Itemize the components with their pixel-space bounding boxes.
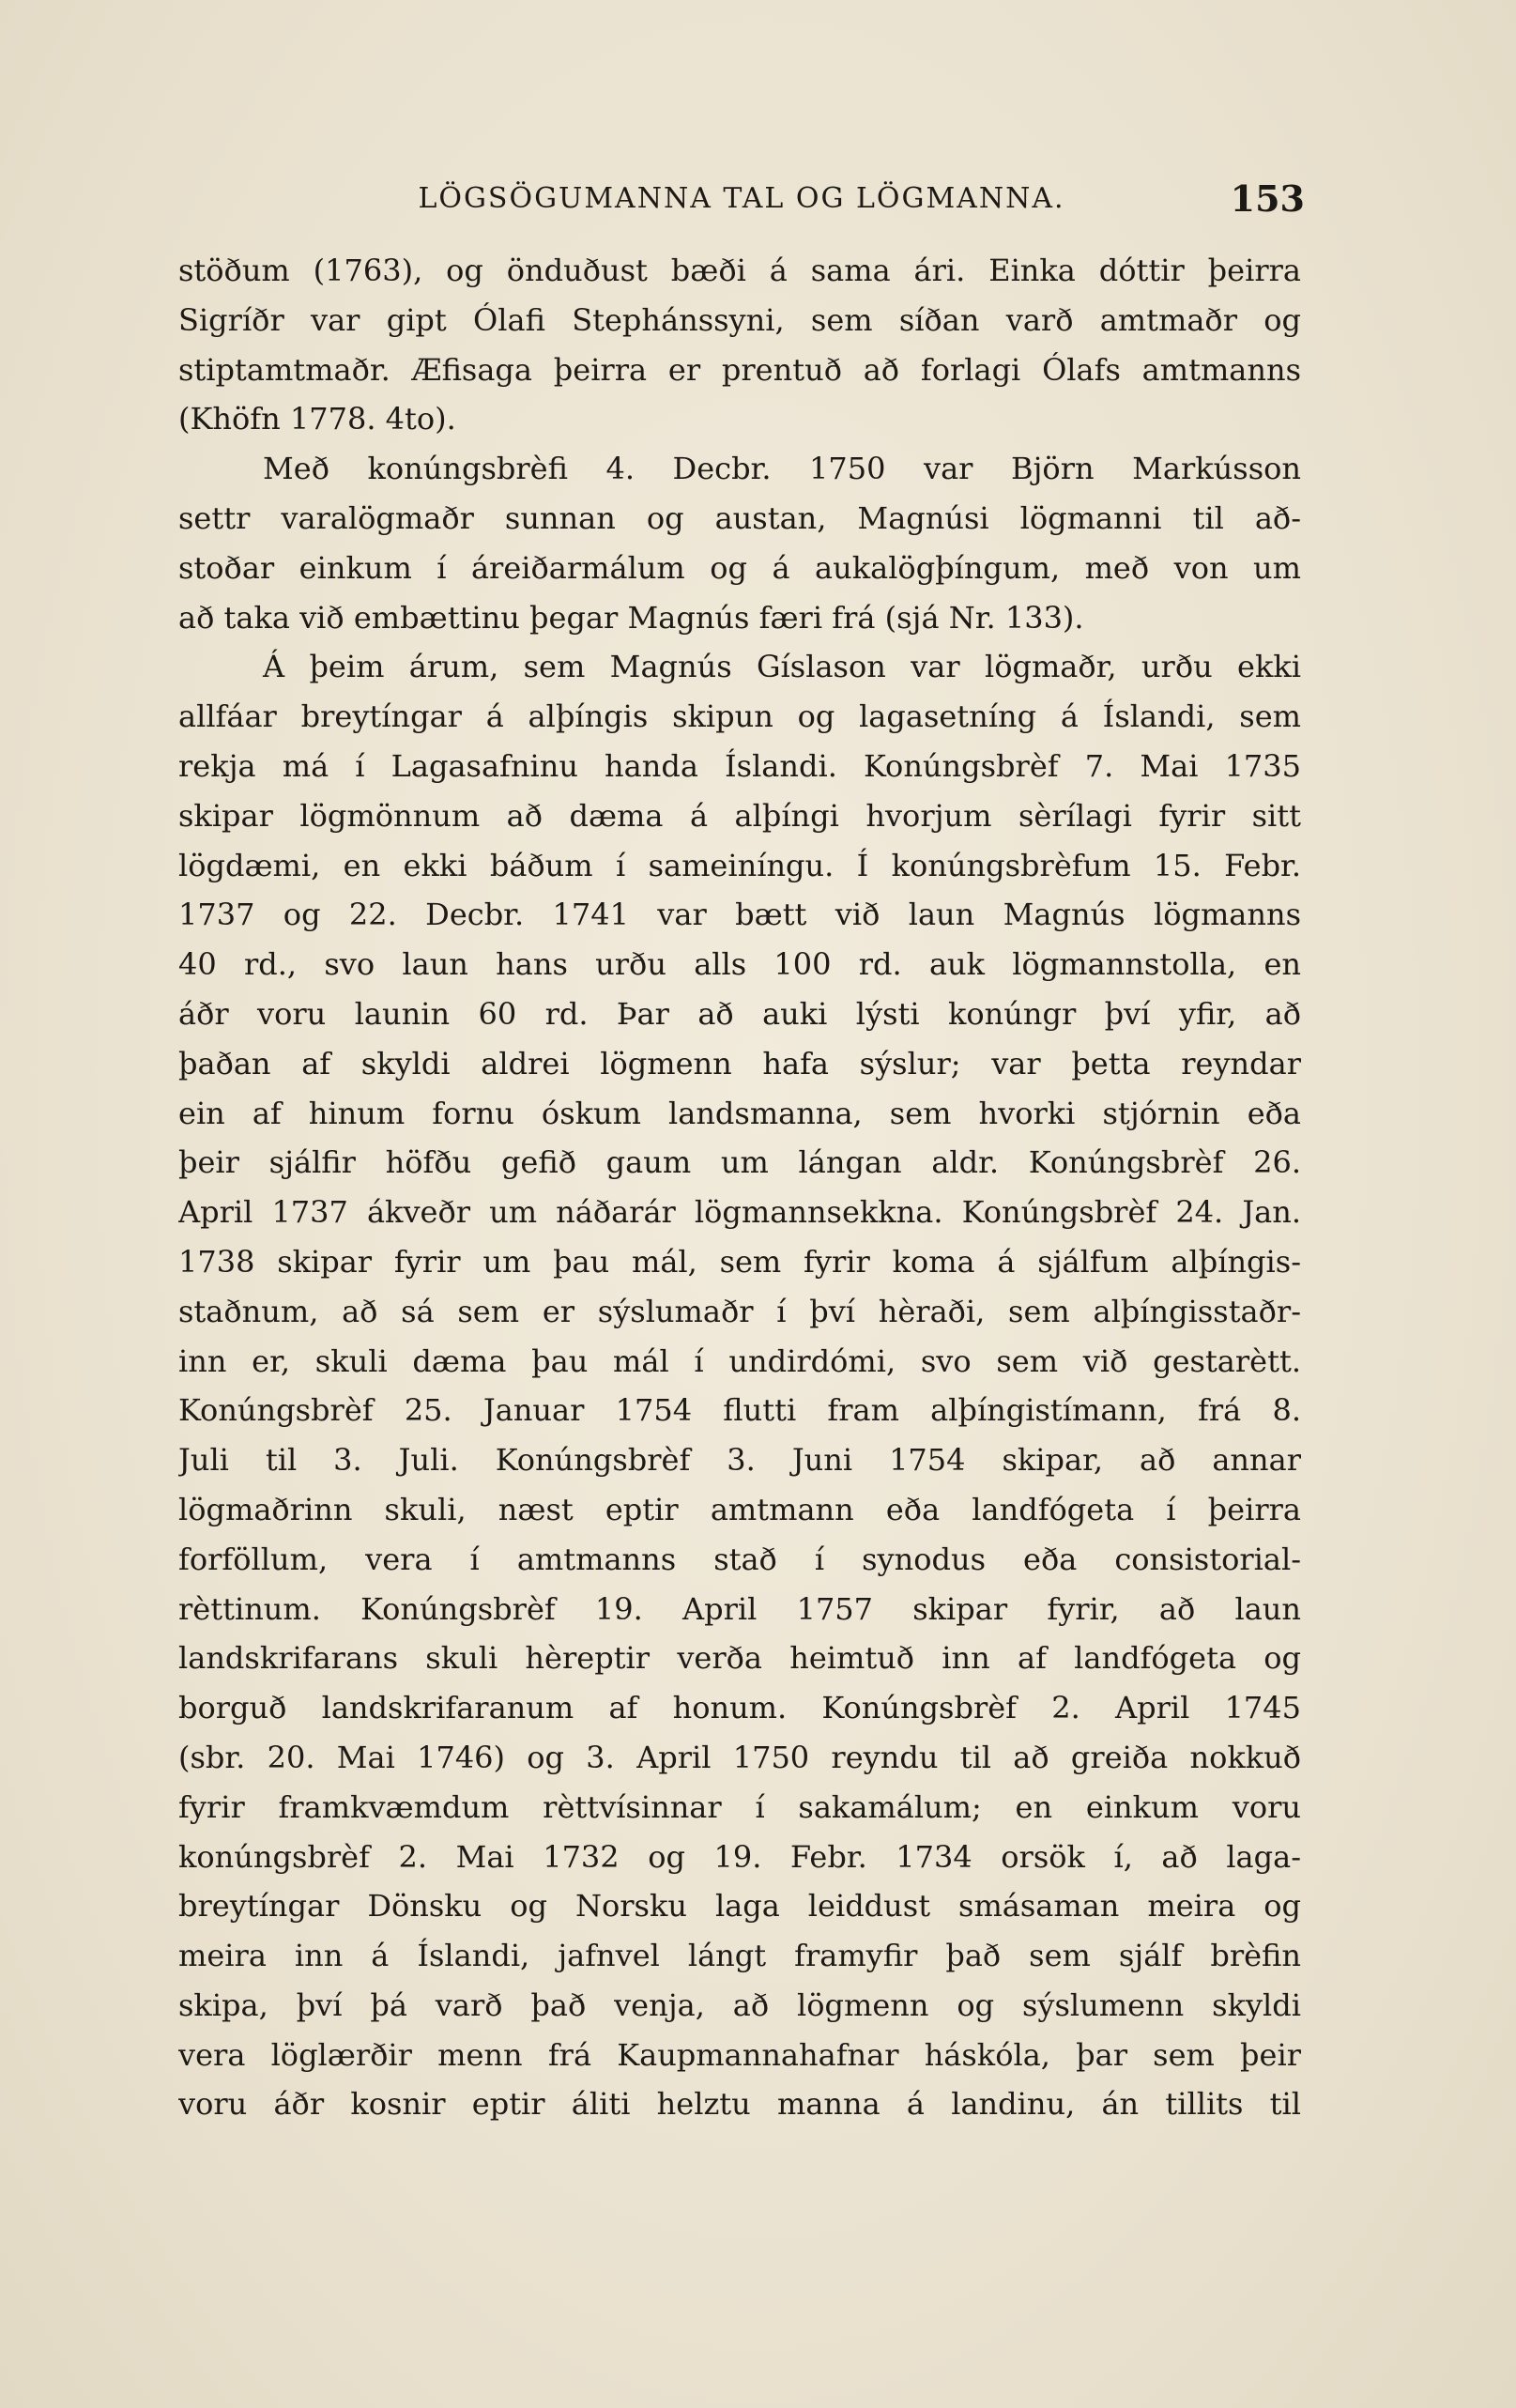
page-number: 153 (1230, 177, 1305, 220)
text-line: fyrir framkvæmdum rèttvísinnar í sakamálum; en einkum voru (178, 1788, 1301, 1825)
text-line: skipa, því þá varð það venja, að lögmenn og sýslumenn skyldi (178, 1986, 1301, 2023)
text-line: settr varalögmaðr sunnan og austan, Magnúsi lögmanni til að- (178, 499, 1301, 536)
text-line: konúngsbrèf 2. Mai 1732 og 19. Febr. 1734 orsök í, að laga- (178, 1838, 1301, 1875)
body-text (178, 246, 1301, 2129)
text-line: Juli til 3. Juli. Konúngsbrèf 3. Juni 1754 skipar, að annar (178, 1442, 1301, 1479)
text-line: Konúngsbrèf 25. Januar 1754 flutti fram alþíngistímann, frá 8. (178, 1392, 1301, 1429)
text-line: Á þeim árum, sem Magnús Gíslason var lögmaðr, urðu ekki (263, 649, 1301, 685)
text-line: 40 rd., svo laun hans urðu alls 100 rd. auk lögmannstolla, en (178, 946, 1301, 983)
text-line: Sigríðr var gipt Ólafi Stephánssyni, sem síðan varð amtmaðr og (178, 301, 1301, 338)
text-line: vera löglærðir menn frá Kaupmannahafnar háskóla, þar sem þeir (178, 2036, 1301, 2073)
text-line: lögdæmi, en ekki báðum í sameiníngu. Í konúngsbrèfum 15. Febr. (178, 847, 1301, 883)
text-line: rekja má í Lagasafninu handa Íslandi. Konúngsbrèf 7. Mai 1735 (178, 747, 1301, 784)
text-line: áðr voru launin 60 rd. Þar að auki lýsti konúngr því yfir, að (178, 995, 1301, 1032)
text-line: (Khöfn 1778. 4to). (178, 401, 456, 437)
text-line: voru áðr kosnir eptir áliti helztu manna á landinu, án tillits til (178, 2086, 1301, 2123)
text-line: inn er, skuli dæma þau mál í undirdómi, svo sem við gestarètt. (178, 1342, 1301, 1379)
text-line: 1738 skipar fyrir um þau mál, sem fyrir koma á sjálfum alþíngis- (178, 1243, 1301, 1280)
text-line: lögmaðrinn skuli, næst eptir amtmann eða landfógeta í þeirra (178, 1491, 1301, 1527)
text-line: forföllum, vera í amtmanns stað í synodus eða consistorial- (178, 1541, 1301, 1577)
page-header (178, 171, 1305, 227)
text-line: skipar lögmönnum að dæma á alþíngi hvorjum sèrílagi fyrir sitt (178, 797, 1301, 834)
text-line: Með konúngsbrèfi 4. Decbr. 1750 var Björn Markússon (263, 451, 1301, 487)
text-line: stöðum (1763), og önduðust bæði á sama ári. Einka dóttir þeirra (178, 253, 1301, 288)
text-line: meira inn á Íslandi, jafnvel lángt framyfir það sem sjálf brèfin (178, 1938, 1301, 1974)
text-line: 1737 og 22. Decbr. 1741 var bætt við laun Magnús lögmanns (178, 897, 1301, 933)
text-line: breytíngar Dönsku og Norsku laga leiddust smásaman meira og (178, 1888, 1301, 1925)
text-line: allfáar breytíngar á alþíngis skipun og lagasetníng á Íslandi, sem (178, 698, 1301, 735)
text-line: þaðan af skyldi aldrei lögmenn hafa sýslur; var þetta reyndar (178, 1045, 1301, 1081)
text-line: April 1737 ákveðr um náðarár lögmannsekkna. Konúngsbrèf 24. Jan. (178, 1194, 1301, 1231)
text-line: (sbr. 20. Mai 1746) og 3. April 1750 reyndu til að greiða nokkuð (178, 1739, 1301, 1775)
text-line: borguð landskrifaranum af honum. Konúngsbrèf 2. April 1745 (178, 1690, 1301, 1726)
text-line: ein af hinum fornu óskum landsmanna, sem hvorki stjórnin eða (178, 1095, 1301, 1131)
text-line: rèttinum. Konúngsbrèf 19. April 1757 skipar fyrir, að laun (178, 1590, 1301, 1627)
text-line: landskrifarans skuli hèreptir verða heimtuð inn af landfógeta og (178, 1640, 1301, 1677)
text-line: þeir sjálfir höfðu gefið gaum um lángan aldr. Konúngsbrèf 26. (178, 1144, 1301, 1181)
text-line: að taka við embættinu þegar Magnús færi frá (sjá Nr. 133). (178, 599, 1084, 636)
text-line: stoðar einkum í áreiðarmálum og á aukalögþíngum, með von um (178, 549, 1301, 586)
text-line: staðnum, að sá sem er sýslumaðr í því hèraði, sem alþíngisstaðr- (178, 1293, 1301, 1329)
text-line: stiptamtmaðr. Æfisaga þeirra er prentuð að forlagi Ólafs amtmanns (178, 351, 1301, 388)
running-title: LÖGSÖGUMANNA TAL OG LÖGMANNA. (418, 182, 1065, 215)
